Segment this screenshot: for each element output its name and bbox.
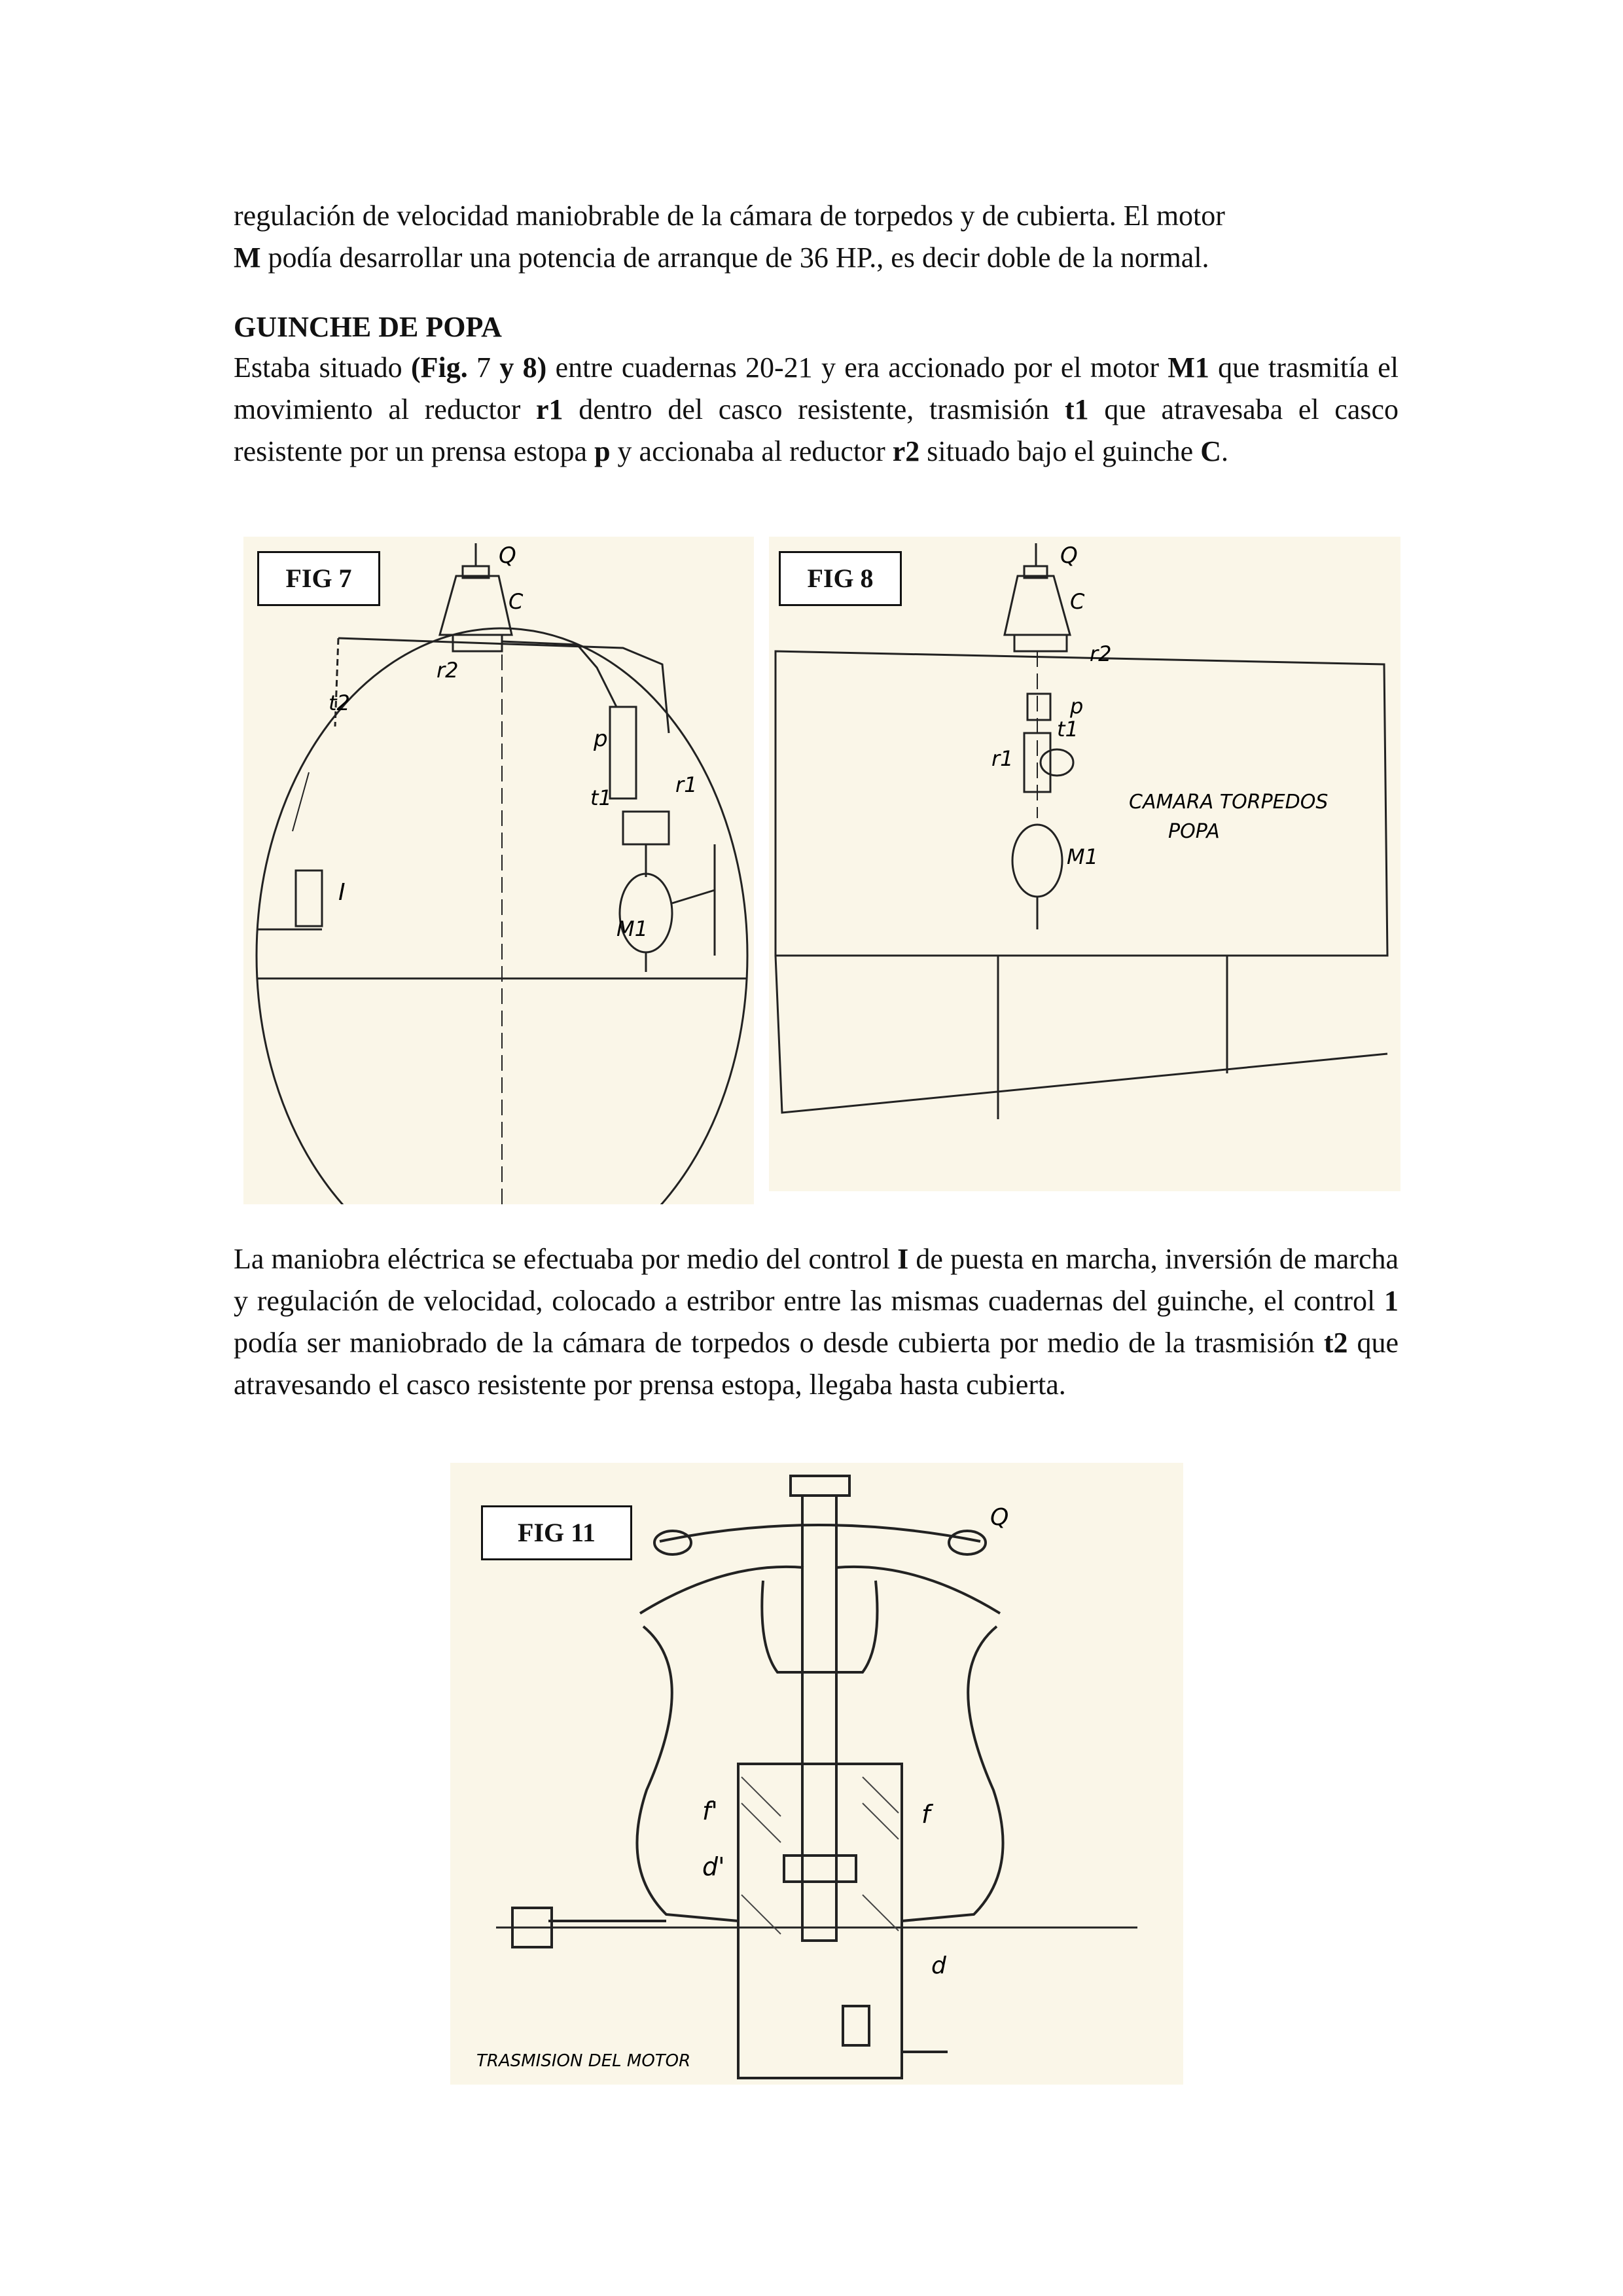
fig7-label-r2: r2 — [437, 658, 459, 683]
section-heading: GUINCHE DE POPA — [234, 311, 502, 343]
fig11-label-f: f — [921, 1800, 931, 1829]
fig8-label-t1: t1 — [1057, 717, 1079, 742]
p2-text: . — [1221, 435, 1228, 467]
p2-bold: y 8) — [499, 351, 547, 384]
p2-bold: (Fig. — [410, 351, 468, 384]
fig11-label-q: Q — [990, 1504, 1009, 1531]
p3-text: que atravesando el casco resistente por prensa estopa, llegaba hasta cubierta. — [234, 1327, 1399, 1401]
fig11-label-trasmision: TRASMISION DEL MOTOR — [476, 2051, 691, 2071]
fig7-label-p: p — [594, 726, 608, 752]
p2-text: y accionaba al reductor — [610, 435, 893, 467]
p2-text: 7 — [467, 351, 500, 384]
fig8-label-camara: CAMARA TORPEDOS — [1129, 791, 1329, 814]
fig7-label: FIG 7 — [257, 551, 380, 606]
p2-text: situado bajo el guinche — [919, 435, 1201, 467]
p2-text: Estaba situado — [234, 351, 411, 384]
p2-bold: M1 — [1168, 351, 1209, 384]
p2-text: que trasmitía el movimiento al reductor — [234, 351, 1399, 425]
p2-text: que atravesaba el casco resistente por un prensa estopa — [234, 393, 1399, 467]
fig11-label-d: d — [931, 1952, 946, 1979]
p3-bold: t2 — [1323, 1327, 1348, 1359]
fig11-label-f-prime: f' — [702, 1797, 718, 1825]
paragraph-intro — [234, 195, 1399, 279]
fig7-label-i: I — [338, 879, 346, 906]
p2-text: dentro del casco resistente, trasmisión — [563, 393, 1065, 425]
paragraph-intro-line2: podía desarrollar una potencia de arranque de 36 HP., es decir doble de la normal. — [260, 242, 1209, 274]
fig7-label-r1: r1 — [675, 772, 698, 797]
p2-bold: p — [594, 435, 611, 467]
figure-8-drawing — [769, 537, 1400, 1191]
p3-bold: 1 — [1384, 1285, 1399, 1317]
fig8-label-p: p — [1070, 694, 1084, 719]
motor-m-bold: M — [234, 242, 261, 274]
fig7-label-t2: t2 — [329, 691, 350, 715]
fig8-label-popa: POPA — [1168, 820, 1220, 843]
fig7-label-c: C — [508, 589, 524, 614]
fig8-label-r2: r2 — [1090, 641, 1112, 666]
p3-bold: I — [897, 1243, 909, 1275]
fig8-label: FIG 8 — [779, 551, 902, 606]
fig8-label-r1: r1 — [991, 746, 1014, 771]
figure-8 — [769, 537, 1400, 1191]
fig8-label-q: Q — [1060, 543, 1078, 569]
fig11-label: FIG 11 — [481, 1505, 632, 1560]
p2-bold: r2 — [892, 435, 920, 467]
p2-text: entre cuadernas 20-21 y era accionado por el motor — [546, 351, 1168, 384]
fig7-label-q: Q — [499, 543, 516, 569]
figure-7-drawing — [243, 537, 754, 1204]
p2-bold: C — [1200, 435, 1221, 467]
p2-bold: t1 — [1065, 393, 1089, 425]
p3-text: La maniobra eléctrica se efectuaba por medio del control — [234, 1243, 898, 1275]
fig7-label-t1: t1 — [590, 785, 612, 810]
fig7-label-m1: M1 — [616, 916, 648, 941]
fig11-label-d-prime: d' — [702, 1852, 725, 1881]
fig8-label-m1: M1 — [1067, 844, 1098, 869]
fig8-label-c: C — [1070, 589, 1085, 614]
paragraph-guinche — [234, 347, 1399, 473]
paragraph-maniobra — [234, 1238, 1399, 1406]
p3-text: de puesta en marcha, inversión de marcha y regulación de velocidad, colocado a estribor entre las mismas cuadernas del guinche, el control — [234, 1243, 1399, 1317]
p2-bold: r1 — [536, 393, 563, 425]
p3-text: podía ser maniobrado de la cámara de torpedos o desde cubierta por medio de la trasmisión — [234, 1327, 1324, 1359]
figure-7 — [243, 537, 754, 1204]
paragraph-intro-line1: regulación de velocidad maniobrable de la cámara de torpedos y de cubierta. El motor — [234, 200, 1225, 232]
